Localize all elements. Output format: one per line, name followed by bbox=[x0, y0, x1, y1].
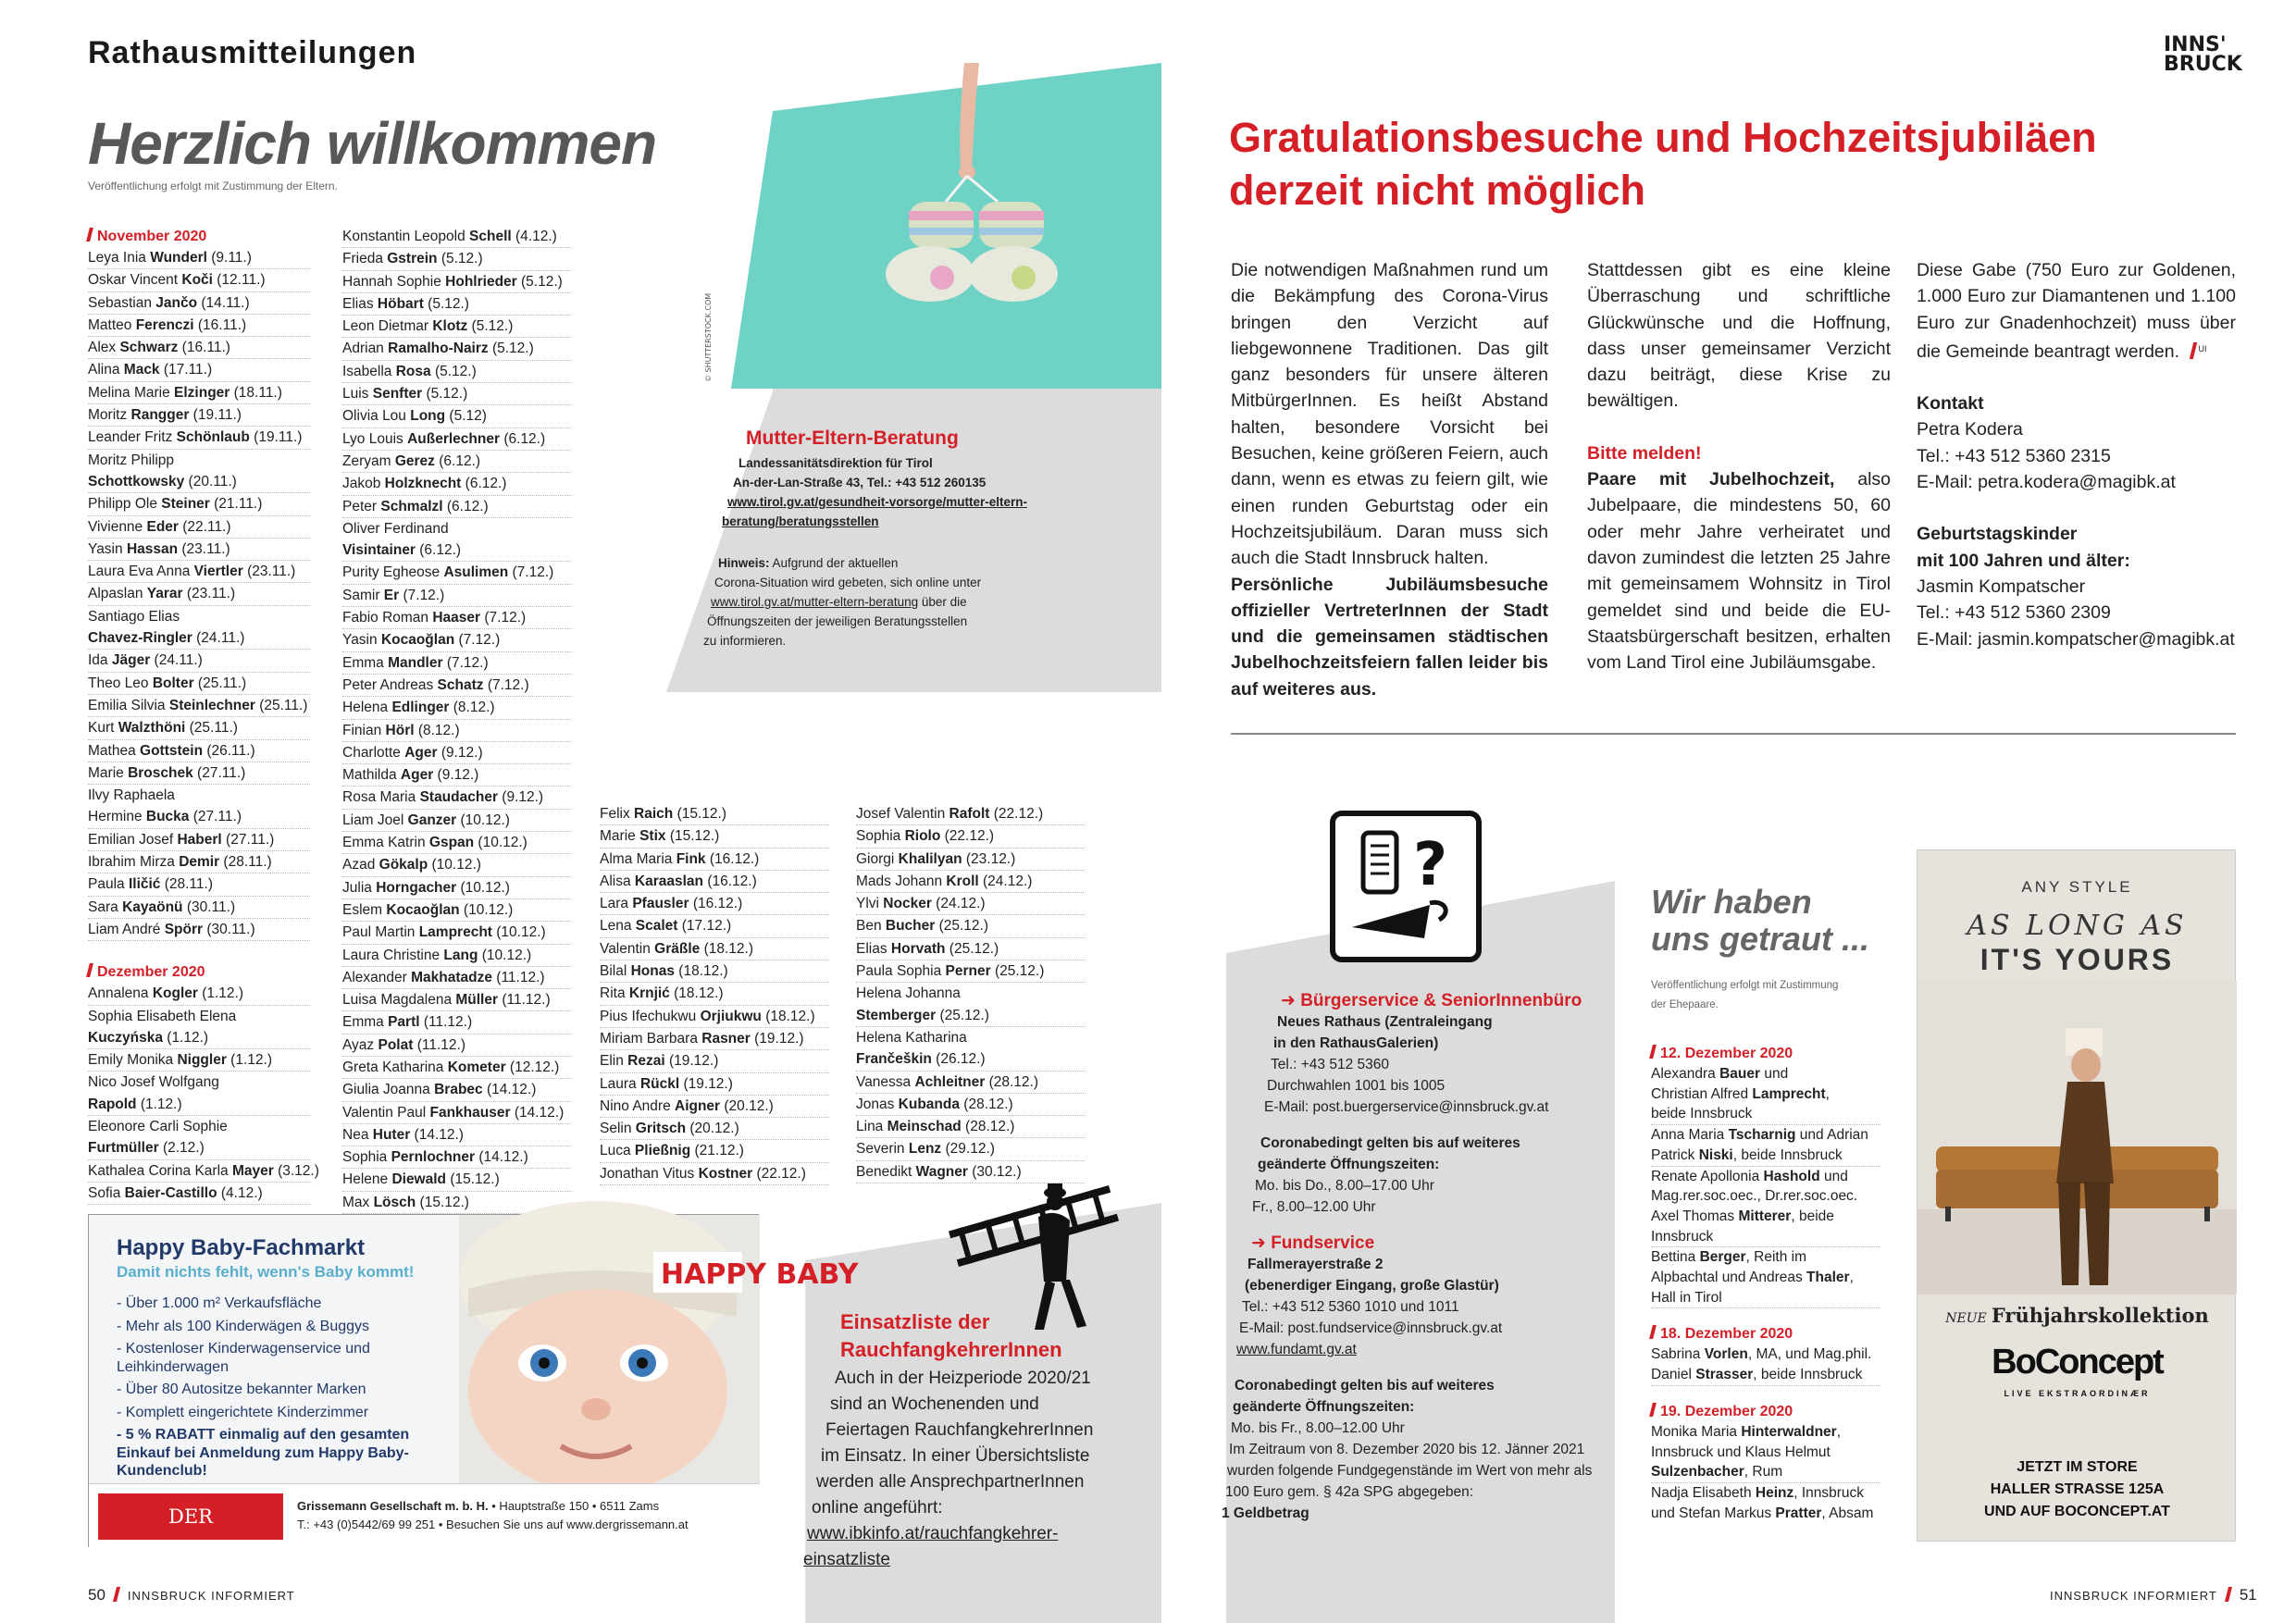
birthday-heading: Geburtstagskinder bbox=[1917, 524, 2078, 545]
list-item: Moritz Philipp bbox=[88, 452, 175, 468]
list-item: Liam Joel Ganzer (10.12.) bbox=[342, 810, 572, 832]
list-item: Felix Raich (15.12.) bbox=[600, 803, 829, 825]
info-line: (ebenerdiger Eingang, große Glastür) bbox=[1245, 1278, 1499, 1294]
phone-question-icon bbox=[1330, 811, 1482, 962]
buergerservice-heading: Bürgerservice & SeniorInnenbüro bbox=[1300, 991, 1582, 1010]
happy-baby-logo: HAPPY BABY bbox=[661, 1258, 859, 1291]
list-item: Olivia Lou Long (5.12) bbox=[342, 405, 572, 427]
info-line: 1 Geldbetrag bbox=[1222, 1505, 1309, 1521]
list-item: Melina Marie Elzinger (18.11.) bbox=[88, 382, 310, 404]
bold-lead: Paare mit Jubelhochzeit, bbox=[1587, 469, 1835, 490]
list-item: Valentin Gräßle (18.12.) bbox=[600, 938, 829, 960]
buergerservice-text bbox=[1220, 990, 1608, 1524]
list-item: Eleonore Carli Sophie bbox=[88, 1118, 228, 1134]
logo-line-2: BRUCK bbox=[2164, 53, 2242, 76]
month-heading: November 2020 bbox=[88, 226, 310, 247]
list-item: Mag.rer.soc.oec., Dr.rer.soc.oec. bbox=[1651, 1188, 1858, 1205]
list-item: Severin Lenz (29.12.) bbox=[856, 1138, 1086, 1160]
list-item: Laura Rückl (19.12.) bbox=[600, 1073, 829, 1096]
list-item: Sophia Riolo (22.12.) bbox=[856, 825, 1086, 848]
list-item: Sabrina Vorlen, MA, und Mag.phil. bbox=[1651, 1346, 1872, 1363]
text-line: im Einsatz. In einer Übersichtsliste bbox=[821, 1446, 1090, 1466]
info-line: Neues Rathaus (Zentraleingang bbox=[1277, 1014, 1493, 1030]
info-line: Durchwahlen 1001 bis 1005 bbox=[1267, 1078, 1446, 1094]
list-item: Innsbruck bbox=[1651, 1227, 1880, 1248]
list-item: Alexander Makhatadze (11.12.) bbox=[342, 967, 572, 989]
list-item: Finian Hörl (8.12.) bbox=[342, 720, 572, 742]
list-item: - Kostenloser Kinderwagenservice und Leihkinderwagen bbox=[117, 1341, 370, 1375]
list-item: Nadja Elisabeth Heinz, Innsbruck bbox=[1651, 1484, 1865, 1501]
list-item: Stemberger (25.12.) bbox=[856, 1005, 1086, 1027]
list-item: Emma Mandler (7.12.) bbox=[342, 652, 572, 675]
list-item: Frančeškin (26.12.) bbox=[856, 1048, 1086, 1071]
list-item: Mads Johann Kroll (24.12.) bbox=[856, 871, 1086, 893]
list-item: Kurt Walzthöni (25.11.) bbox=[88, 717, 310, 739]
info-line: in den RathausGalerien) bbox=[1273, 1035, 1439, 1051]
birthday-contact-name: Jasmin Kompatscher bbox=[1917, 576, 2086, 597]
list-item: Rosa Maria Staudacher (9.12.) bbox=[342, 787, 572, 809]
list-item: Alma Maria Fink (16.12.) bbox=[600, 849, 829, 871]
info-line: geänderte Öffnungszeiten: bbox=[1233, 1399, 1415, 1415]
fundservice-heading: Fundservice bbox=[1271, 1233, 1375, 1253]
list-item: Oliver Ferdinand bbox=[342, 520, 449, 537]
list-item: Helena Katharina bbox=[856, 1029, 967, 1046]
ad-collection: Frühjahrskollektion bbox=[1991, 1304, 2209, 1327]
boconcept-photo bbox=[1917, 980, 2237, 1295]
list-item: Emilian Josef Haberl (27.11.) bbox=[88, 829, 310, 851]
wedding-note bbox=[1651, 976, 1838, 1015]
hint-text: Aufgrund der aktuellen bbox=[772, 556, 899, 570]
list-item: Sofia Baier-Castillo (4.12.) bbox=[88, 1183, 310, 1205]
url-link[interactable]: www.tirol.gv.at/gesundheit-vorsorge/mutter-eltern- bbox=[727, 495, 1028, 509]
page-number: 50 bbox=[88, 1586, 105, 1604]
wedding-list bbox=[1651, 1043, 1880, 1523]
author-sign: UI bbox=[2198, 343, 2207, 353]
list-item: Yasin Kocaoğlan (7.12.) bbox=[342, 629, 572, 651]
list-item: Luis Senfter (5.12.) bbox=[342, 383, 572, 405]
info-line[interactable]: E-Mail: post.buergerservice@innsbruck.gv.at bbox=[1264, 1099, 1549, 1115]
boconcept-logo: BoConcept bbox=[1992, 1343, 2163, 1381]
list-item: Lena Scalet (17.12.) bbox=[600, 915, 829, 937]
info-line: geänderte Öffnungszeiten: bbox=[1258, 1157, 1440, 1172]
info-line: wurden folgende Fundgegenstände im Wert von mehr als bbox=[1227, 1463, 1593, 1479]
list-item: Ilvy Raphaela bbox=[88, 787, 175, 804]
list-item: Josef Valentin Rafolt (22.12.) bbox=[856, 803, 1086, 825]
photo-credit: © SHUTTERSTOCK.COM bbox=[704, 292, 713, 382]
ad-feature-list bbox=[117, 1295, 422, 1485]
list-item: Rapold (1.12.) bbox=[88, 1094, 310, 1116]
ad-slogan: AS LONG AS bbox=[1967, 910, 2188, 942]
section-title: Rathausmitteilungen bbox=[88, 35, 417, 70]
list-item: Jonas Kubanda (28.12.) bbox=[856, 1094, 1086, 1116]
list-item: Pius Ifechukwu Orjiukwu (18.12.) bbox=[600, 1006, 829, 1028]
birthday-contact-email[interactable]: E-Mail: jasmin.kompatscher@magibk.at bbox=[1917, 628, 2235, 650]
list-item: Ayaz Polat (11.12.) bbox=[342, 1035, 572, 1057]
list-item: Nino Andre Aigner (20.12.) bbox=[600, 1096, 829, 1118]
births-column-3 bbox=[600, 803, 829, 1185]
list-item: Isabella Rosa (5.12.) bbox=[342, 361, 572, 383]
list-item: Axel Thomas Mitterer, beide bbox=[1651, 1208, 1834, 1224]
ad-neue: NEUE bbox=[1945, 1311, 1987, 1326]
list-item: Christian Alfred Lamprecht, bbox=[1651, 1085, 1830, 1102]
info-line: Coronabedingt gelten bis auf weiteres bbox=[1235, 1378, 1495, 1394]
list-item: Valentin Paul Fankhauser (14.12.) bbox=[342, 1102, 572, 1124]
list-item: Hermine Bucka (27.11.) bbox=[88, 806, 310, 828]
list-item: Ben Bucher (25.12.) bbox=[856, 915, 1086, 937]
title-line: derzeit nicht möglich bbox=[1229, 167, 1646, 214]
logo-line-1: INNS' bbox=[2164, 33, 2227, 56]
list-item: Lara Pfausler (16.12.) bbox=[600, 893, 829, 915]
list-item: Alpbachtal und Andreas Thaler, bbox=[1651, 1270, 1854, 1286]
divider bbox=[1231, 733, 2236, 735]
mutter-eltern-text bbox=[701, 427, 1136, 650]
list-item: beide Innsbruck bbox=[1651, 1104, 1880, 1125]
list-item: Luisa Magdalena Müller (11.12.) bbox=[342, 989, 572, 1011]
list-item: Paul Martin Lamprecht (10.12.) bbox=[342, 922, 572, 944]
text-line: sind an Wochenenden und bbox=[830, 1394, 1039, 1414]
list-item: Samir Er (7.12.) bbox=[342, 585, 572, 607]
paragraph-bold: Persönliche Jubiläumsbesuche offizieller VertreterInnen der Stadt und die gemeinsamen städtischen Jubelhochzeitsfeiern fallen leider bis auf weiteres aus. bbox=[1231, 574, 1548, 700]
info-line: Coronabedingt gelten bis auf weiteres bbox=[1260, 1135, 1520, 1151]
list-item: Julia Horngacher (10.12.) bbox=[342, 877, 572, 899]
list-item: Giorgi Khalilyan (23.12.) bbox=[856, 849, 1086, 871]
info-line[interactable]: E-Mail: post.fundservice@innsbruck.gv.at bbox=[1239, 1320, 1503, 1336]
note-line: Veröffentlichung erfolgt mit Zustimmung bbox=[1651, 980, 1839, 991]
hint-text: Öffnungszeiten der jeweiligen Beratungsstellen bbox=[707, 614, 968, 628]
mutter-eltern-title: Mutter-Eltern-Beratung bbox=[746, 427, 959, 449]
list-item: Emma Katrin Gspan (10.12.) bbox=[342, 832, 572, 854]
list-item: Lina Meinschad (28.12.) bbox=[856, 1116, 1086, 1138]
list-item: Selin Gritsch (20.12.) bbox=[600, 1118, 829, 1140]
chimney-title: Einsatzliste der bbox=[840, 1310, 990, 1333]
births-column-1 bbox=[88, 226, 319, 1205]
ad-slogan: IT'S YOURS bbox=[1980, 943, 2175, 976]
list-item: Sophia Elisabeth Elena bbox=[88, 1008, 237, 1024]
list-item: Sebastian Jančo (14.11.) bbox=[88, 292, 310, 315]
info-line: Mo. bis Do., 8.00–17.00 Uhr bbox=[1255, 1178, 1434, 1194]
list-item: Schottkowsky (20.11.) bbox=[88, 471, 310, 493]
list-item: Helena Edlinger (8.12.) bbox=[342, 697, 572, 719]
list-item: Bettina Berger, Reith im bbox=[1651, 1249, 1806, 1266]
heading-line: uns getraut ... bbox=[1651, 920, 1870, 958]
text-line: Feiertagen RauchfangkehrerInnen bbox=[825, 1420, 1094, 1440]
gratulation-column-2 bbox=[1587, 257, 1891, 675]
list-item: Philipp Ole Steiner (21.11.) bbox=[88, 493, 310, 515]
list-item: Adrian Ramalho-Nairz (5.12.) bbox=[342, 338, 572, 360]
list-item: Sophia Pernlochner (14.12.) bbox=[342, 1146, 572, 1169]
list-item: Alpaslan Yarar (23.11.) bbox=[88, 583, 310, 605]
footer-right bbox=[2050, 1586, 2257, 1604]
ad-cta bbox=[1917, 1456, 2237, 1523]
list-item: Elin Rezai (19.12.) bbox=[600, 1050, 829, 1072]
month-heading: Dezember 2020 bbox=[88, 961, 310, 983]
org-line: Landessanitätsdirektion für Tirol bbox=[738, 456, 933, 470]
info-line: Mo. bis Fr., 8.00–12.00 Uhr bbox=[1231, 1420, 1405, 1436]
birthday-heading: mit 100 Jahren und älter: bbox=[1917, 550, 2130, 571]
wedding-date: 18. Dezember 2020 bbox=[1651, 1323, 1880, 1344]
list-item: Patrick Niski, beide Innsbruck bbox=[1651, 1146, 1880, 1167]
contact-heading: Kontakt bbox=[1917, 393, 1984, 415]
list-item: Azad Gökalp (10.12.) bbox=[342, 854, 572, 876]
list-item: Konstantin Leopold Schell (4.12.) bbox=[342, 226, 572, 248]
text-line: Auch in der Heizperiode 2020/21 bbox=[835, 1369, 1091, 1388]
cta-line: JETZT IM STORE bbox=[2017, 1459, 2138, 1475]
list-item: Eslem Kocaoğlan (10.12.) bbox=[342, 899, 572, 922]
list-item: Yasin Hassan (23.11.) bbox=[88, 539, 310, 561]
list-item: Anna Maria Tscharnig und Adrian bbox=[1651, 1127, 1868, 1144]
list-item: Marie Stix (15.12.) bbox=[600, 825, 829, 848]
company-name: Grissemann Gesellschaft m. b. H. bbox=[297, 1499, 489, 1513]
list-item: Peter Andreas Schatz (7.12.) bbox=[342, 675, 572, 697]
list-item: Sara Kayaönü (30.11.) bbox=[88, 897, 310, 919]
list-item: Benedikt Wagner (30.12.) bbox=[856, 1161, 1086, 1183]
list-item: Ibrahim Mirza Demir (28.11.) bbox=[88, 851, 310, 873]
list-item: Monika Maria Hinterwaldner, bbox=[1651, 1423, 1842, 1440]
list-item: Rita Krnjić (18.12.) bbox=[600, 983, 829, 1005]
list-item: Purity Egheose Asulimen (7.12.) bbox=[342, 562, 572, 584]
list-item: Santiago Elias bbox=[88, 608, 180, 625]
chimney-link[interactable]: einsatzliste bbox=[803, 1550, 890, 1569]
list-item: Sulzenbacher, Rum bbox=[1651, 1462, 1880, 1483]
title-line: Gratulationsbesuche und Hochzeitsjubiläen bbox=[1229, 114, 2097, 161]
list-item: Nea Huter (14.12.) bbox=[342, 1124, 572, 1146]
list-item: Emma Partl (11.12.) bbox=[342, 1011, 572, 1034]
list-item: Peter Schmalzl (6.12.) bbox=[342, 496, 572, 518]
info-line: 100 Euro gem. § 42a SPG abgegeben: bbox=[1225, 1484, 1474, 1500]
list-item: Moritz Rangger (19.11.) bbox=[88, 404, 310, 427]
ad-subtitle: Damit nichts fehlt, wenn's Baby kommt! bbox=[117, 1263, 415, 1281]
info-line: Tel.: +43 512 5360 1010 und 1011 bbox=[1242, 1299, 1459, 1315]
list-item: Visintainer (6.12.) bbox=[342, 539, 572, 562]
arrow-right-icon: ➜ bbox=[1281, 991, 1301, 1010]
company-address: • Hauptstraße 150 • 6511 Zams bbox=[491, 1499, 660, 1513]
list-item: Daniel Strasser, beide Innsbruck bbox=[1651, 1365, 1880, 1386]
list-item: Jakob Holzknecht (6.12.) bbox=[342, 473, 572, 495]
page-number: 51 bbox=[2239, 1586, 2257, 1604]
info-line: Fallmerayerstraße 2 bbox=[1247, 1257, 1384, 1272]
list-item: - 5 % RABATT einmalig auf den gesamten Einkauf bei Anmeldung zum Happy Baby-Kundenclub! bbox=[117, 1427, 410, 1479]
list-item: Theo Leo Bolter (25.11.) bbox=[88, 673, 310, 695]
cta-line: UND AUF BOCONCEPT.AT bbox=[1984, 1504, 2170, 1519]
paragraph: Diese Gabe (750 Euro zur Goldenen, 1.000 Euro zur Diamantenen und 1.100 Euro zur Gnadenhochzeit) muss über die Gemeinde beantragt werden. bbox=[1917, 260, 2236, 362]
list-item: Bilal Honas (18.12.) bbox=[600, 960, 829, 983]
hint-text: zu informieren. bbox=[703, 634, 787, 648]
baby-photo bbox=[459, 1215, 859, 1483]
company-contact: T.: +43 (0)5442/69 99 251 • Besuchen Sie uns auf www.dergrissemann.at bbox=[297, 1518, 689, 1531]
list-item: Giulia Joanna Brabec (14.12.) bbox=[342, 1079, 572, 1101]
contact-name: Petra Kodera bbox=[1917, 419, 2023, 440]
list-item: Oskar Vincent Koči (12.11.) bbox=[88, 269, 310, 291]
hint-text: über die bbox=[921, 595, 967, 609]
hint-text: Corona-Situation wird gebeten, sich online unter bbox=[714, 576, 982, 589]
gratulation-title bbox=[1229, 111, 2154, 217]
list-item: Fabio Roman Haaser (7.12.) bbox=[342, 607, 572, 629]
list-item: Alisa Karaaslan (16.12.) bbox=[600, 871, 829, 893]
ad-footer bbox=[89, 1483, 760, 1574]
list-item: Zeryam Gerez (6.12.) bbox=[342, 451, 572, 473]
list-item: Vanessa Achleitner (28.12.) bbox=[856, 1072, 1086, 1094]
list-item: Paula Sophia Perner (25.12.) bbox=[856, 960, 1086, 983]
text-line: online angeführt: bbox=[812, 1498, 943, 1518]
please-register-heading: Bitte melden! bbox=[1587, 442, 1702, 464]
list-item: Annalena Kogler (1.12.) bbox=[88, 983, 310, 1005]
list-item: Lyo Louis Außerlechner (6.12.) bbox=[342, 428, 572, 451]
arrow-right-icon: ➜ bbox=[1251, 1233, 1272, 1253]
birthday-contact-phone: Tel.: +43 512 5360 2309 bbox=[1917, 602, 2111, 624]
chimney-title: RauchfangkehrerInnen bbox=[840, 1338, 1062, 1361]
wedding-date: 19. Dezember 2020 bbox=[1651, 1401, 1880, 1422]
fundamt-link[interactable]: www.fundamt.gv.at bbox=[1236, 1342, 1357, 1357]
svg-text:?: ? bbox=[1413, 831, 1448, 899]
list-item: Kuczyńska (1.12.) bbox=[88, 1027, 310, 1049]
list-item: Kathalea Corina Karla Mayer (3.12.) bbox=[88, 1160, 310, 1183]
list-item: Elias Höbart (5.12.) bbox=[342, 293, 572, 316]
list-item: Alina Mack (17.11.) bbox=[88, 359, 310, 381]
paragraph: also Jubelpaare, die mindestens 50, 60 oder mehr Jahre verheiratet und davon zumindest die letzten 25 Jahre mit gemeinsamem Wohnsitz in Tirol gemeldet sind und beide die EU-Staatsbürgerschaft besitzen, erhalten vom Land Tirol eine Jubiläumsgabe. bbox=[1587, 469, 1892, 674]
info-line: Tel.: +43 512 5360 bbox=[1271, 1057, 1389, 1072]
wedding-heading bbox=[1651, 884, 1869, 958]
magazine-name: INNSBRUCK INFORMIERT bbox=[2050, 1589, 2217, 1603]
list-item: Nico Josef Wolfgang bbox=[88, 1074, 219, 1091]
address-line: An-der-Lan-Straße 43, Tel.: +43 512 260135 bbox=[733, 476, 987, 489]
list-item: Liam André Spörr (30.11.) bbox=[88, 919, 310, 941]
welcome-heading: Herzlich willkommen bbox=[88, 110, 657, 177]
list-item: Paula Iličić (28.11.) bbox=[88, 873, 310, 896]
list-item: Vivienne Eder (22.11.) bbox=[88, 516, 310, 539]
boconcept-tagline: LIVE EKSTRAORDINÆR bbox=[2004, 1389, 2151, 1398]
list-item: Hall in Tirol bbox=[1651, 1288, 1880, 1309]
list-item: Ylvi Nocker (24.12.) bbox=[856, 893, 1086, 915]
list-item: Alexandra Bauer und bbox=[1651, 1066, 1789, 1082]
list-item: - Über 1.000 m² Verkaufsfläche bbox=[117, 1295, 322, 1311]
list-item: Leon Dietmar Klotz (5.12.) bbox=[342, 316, 572, 338]
footer-left bbox=[88, 1586, 295, 1604]
list-item: Furtmüller (2.12.) bbox=[88, 1137, 310, 1159]
welcome-note: Veröffentlichung erfolgt mit Zustimmung der Eltern. bbox=[88, 180, 338, 192]
innsbruck-logo bbox=[2164, 35, 2242, 74]
list-item: Helene Diewald (15.12.) bbox=[342, 1169, 572, 1191]
list-item: Hannah Sophie Hohlrieder (5.12.) bbox=[342, 271, 572, 293]
note-line: der Ehepaare. bbox=[1651, 999, 1719, 1010]
heading-line: Wir haben bbox=[1651, 883, 1812, 921]
chimney-link[interactable]: www.ibkinfo.at/rauchfangkehrer- bbox=[807, 1524, 1059, 1543]
list-item: - Mehr als 100 Kinderwägen & Buggys bbox=[117, 1318, 370, 1334]
list-item: Max Lösch (15.12.) bbox=[342, 1192, 572, 1214]
list-item: Frieda Gstrein (5.12.) bbox=[342, 248, 572, 270]
contact-email[interactable]: E-Mail: petra.kodera@magibk.at bbox=[1917, 472, 2176, 493]
cta-line: HALLER STRASSE 125A bbox=[1990, 1481, 2165, 1497]
list-item: Emily Monika Niggler (1.12.) bbox=[88, 1049, 310, 1072]
list-item: - Über 80 Autositze bekannter Marken bbox=[117, 1381, 366, 1397]
gratulation-column-1 bbox=[1231, 257, 1548, 702]
grissemann-logo: DER GRISSEMANN bbox=[98, 1493, 283, 1540]
contact-phone: Tel.: +43 512 5360 2315 bbox=[1917, 445, 2111, 466]
list-item: Ida Jäger (24.11.) bbox=[88, 650, 310, 672]
list-item: Luca Pließnig (21.12.) bbox=[600, 1140, 829, 1162]
info-line: Fr., 8.00–12.00 Uhr bbox=[1252, 1199, 1376, 1215]
url-link[interactable]: beratung/beratungsstellen bbox=[722, 514, 879, 528]
list-item: Greta Katharina Kometer (12.12.) bbox=[342, 1057, 572, 1079]
boconcept-ad[interactable] bbox=[1917, 849, 2236, 1542]
wedding-date: 12. Dezember 2020 bbox=[1651, 1043, 1880, 1064]
list-item: Leander Fritz Schönlaub (19.11.) bbox=[88, 427, 310, 449]
list-item: Innsbruck und Klaus Helmut bbox=[1651, 1443, 1831, 1460]
list-item: Emilia Silvia Steinlechner (25.11.) bbox=[88, 695, 310, 717]
list-item: Marie Broschek (27.11.) bbox=[88, 762, 310, 785]
magazine-name: INNSBRUCK INFORMIERT bbox=[127, 1589, 295, 1603]
list-item: Alex Schwarz (16.11.) bbox=[88, 337, 310, 359]
hint-link[interactable]: www.tirol.gv.at/mutter-eltern-beratung bbox=[711, 595, 919, 609]
list-item: Chavez-Ringler (24.11.) bbox=[88, 627, 310, 650]
births-column-4 bbox=[856, 803, 1086, 1183]
list-item: Charlotte Ager (9.12.) bbox=[342, 742, 572, 764]
births-column-2 bbox=[342, 226, 572, 1214]
list-item: Matteo Ferenczi (16.11.) bbox=[88, 315, 310, 337]
info-line: Im Zeitraum von 8. Dezember 2020 bis 12. Jänner 2021 bbox=[1229, 1442, 1585, 1457]
list-item: Laura Eva Anna Viertler (23.11.) bbox=[88, 561, 310, 583]
chimney-sweep-text bbox=[803, 1308, 1109, 1573]
ad-any-style: ANY STYLE bbox=[2021, 878, 2133, 896]
list-item: Leya Inia Wunderl (9.11.) bbox=[88, 247, 310, 269]
paragraph: Stattdessen gibt es eine kleine Überraschung und schriftliche Glückwünsche und die Hoffnung, dass unser gemeinsamer Verzicht dazu beiträgt, diese Krise zu bewältigen. bbox=[1587, 260, 1891, 412]
list-item: Laura Christine Lang (10.12.) bbox=[342, 945, 572, 967]
hint-label: Hinweis: bbox=[718, 556, 770, 570]
text-line: werden alle AnsprechpartnerInnen bbox=[816, 1472, 1085, 1492]
list-item: Jonathan Vitus Kostner (22.12.) bbox=[600, 1163, 829, 1185]
gratulation-column-3 bbox=[1917, 257, 2236, 652]
list-item: - Komplett eingerichtete Kinderzimmer bbox=[117, 1404, 369, 1420]
list-item: Miriam Barbara Rasner (19.12.) bbox=[600, 1028, 829, 1050]
list-item: Mathea Gottstein (26.11.) bbox=[88, 740, 310, 762]
paragraph: Die notwendigen Maßnahmen rund um die Bekämpfung des Corona-Virus bringen den Verzicht auf liebgewonnene Traditionen. Das gilt ganz besonders für unsere älteren MitbürgerInnen. Es heißt Abstand halten, besondere Vorsicht bei Besuchen, keine größeren Feiern, auch dann, wenn es etwas zu feiern gilt, wie einen runden Geburtstag oder ein Hochzeitsjubiläum. Daran muss sich auch die Stadt Innsbruck halten. bbox=[1231, 260, 1548, 569]
ad-title: Happy Baby-Fachmarkt bbox=[117, 1235, 366, 1260]
list-item: und Stefan Markus Pratter, Absam bbox=[1651, 1505, 1874, 1521]
list-item: Elias Horvath (25.12.) bbox=[856, 938, 1086, 960]
list-item: Helena Johanna bbox=[856, 985, 961, 1002]
list-item: Renate Apollonia Hashold und bbox=[1651, 1168, 1848, 1184]
list-item: Mathilda Ager (9.12.) bbox=[342, 764, 572, 787]
